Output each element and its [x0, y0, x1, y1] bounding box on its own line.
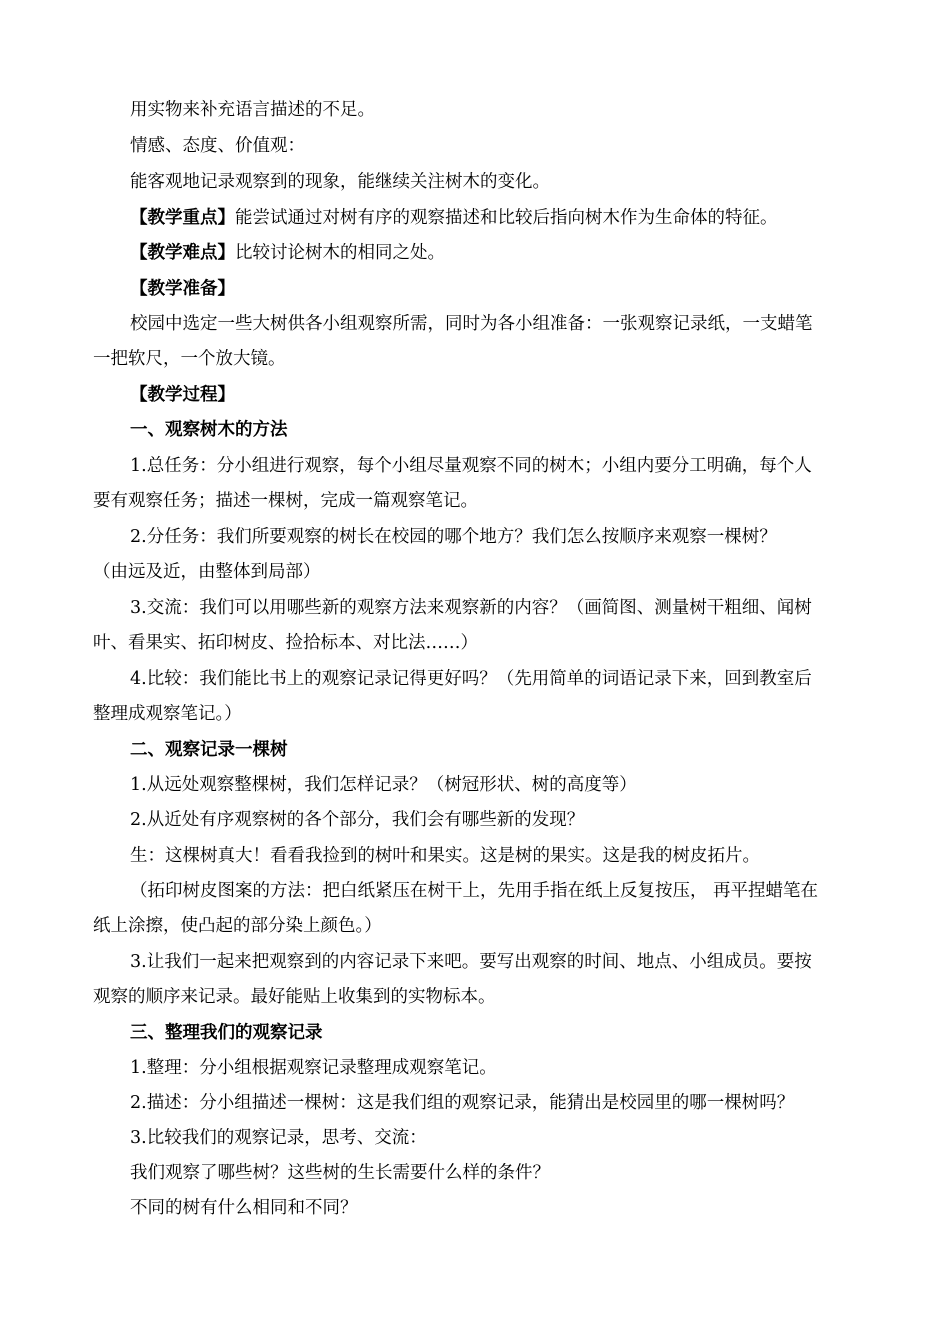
paragraph-line: 4.比较：我们能比书上的观察记录记得更好吗？（先用简单的词语记录下来，回到教室后	[130, 669, 812, 689]
paragraph-line: 一把软尺，一个放大镜。	[93, 349, 286, 369]
paragraph-line: 1.整理：分小组根据观察记录整理成观察笔记。	[130, 1058, 497, 1078]
paragraph-line: 我们观察了哪些树？这些树的生长需要什么样的条件？	[130, 1163, 550, 1183]
paragraph-line: 生：这棵树真大！看看我捡到的树叶和果实。这是树的果实。这是我的树皮拓片。	[130, 846, 760, 866]
paragraph-line: （拓印树皮图案的方法：把白纸紧压在树干上，先用手指在纸上反复按压， 再平捏蜡笔在	[130, 881, 819, 901]
paragraph-line: 3.交流：我们可以用哪些新的观察方法来观察新的内容？（画简图、测量树干粗细、闻树	[130, 598, 812, 618]
paragraph-line: 2.从近处有序观察树的各个部分，我们会有哪些新的发现？	[130, 810, 585, 830]
teaching-focus-line	[130, 206, 778, 230]
paragraph-line: 情感、态度、价值观：	[130, 136, 305, 156]
teaching-focus-text: 能尝试通过对树有序的观察描述和比较后指向树木作为生命体的特征。	[235, 208, 778, 228]
paragraph-line: 1.总任务：分小组进行观察，每个小组尽量观察不同的树木；小组内要分工明确，每个人	[130, 456, 812, 476]
teaching-difficulty-label: 【教学难点】	[130, 243, 235, 263]
paragraph-line: 整理成观察笔记。）	[93, 704, 242, 724]
paragraph-line: 校园中选定一些大树供各小组观察所需，同时为各小组准备：一张观察记录纸，一支蜡笔	[130, 314, 813, 334]
paragraph-line: 纸上涂擦，使凸起的部分染上颜色。）	[93, 916, 382, 936]
paragraph-line: 叶、看果实、拓印树皮、捡拾标本、对比法……）	[93, 633, 478, 653]
section-heading: 一、观察树木的方法	[130, 420, 288, 440]
section-heading: 二、观察记录一棵树	[130, 740, 288, 760]
teaching-difficulty-text: 比较讨论树木的相同之处。	[235, 243, 445, 263]
section-heading: 三、整理我们的观察记录	[130, 1023, 323, 1043]
paragraph-line: 3.让我们一起来把观察到的内容记录下来吧。要写出观察的时间、地点、小组成员。要按	[130, 952, 812, 972]
teaching-difficulty-line	[130, 241, 445, 265]
teaching-focus-label: 【教学重点】	[130, 208, 235, 228]
paragraph-line: 1.从远处观察整棵树，我们怎样记录？（树冠形状、树的高度等）	[130, 775, 637, 795]
paragraph-line: 3.比较我们的观察记录，思考、交流：	[130, 1128, 427, 1148]
teaching-preparation-label: 【教学准备】	[130, 279, 235, 299]
paragraph-line: 2.描述：分小组描述一棵树：这是我们组的观察记录，能猜出是校园里的哪一棵树吗？	[130, 1093, 795, 1113]
paragraph-line: 不同的树有什么相同和不同？	[130, 1198, 358, 1218]
paragraph-line: 能客观地记录观察到的现象，能继续关注树木的变化。	[130, 172, 550, 192]
paragraph-line: 用实物来补充语言描述的不足。	[130, 100, 375, 120]
paragraph-line: 观察的顺序来记录。最好能贴上收集到的实物标本。	[93, 987, 496, 1007]
paragraph-line: 2.分任务：我们所要观察的树长在校园的哪个地方？我们怎么按顺序来观察一棵树？	[130, 527, 777, 547]
paragraph-line: 要有观察任务；描述一棵树，完成一篇观察笔记。	[93, 491, 478, 511]
paragraph-line: （由远及近，由整体到局部）	[93, 562, 321, 582]
teaching-process-label: 【教学过程】	[130, 385, 235, 405]
